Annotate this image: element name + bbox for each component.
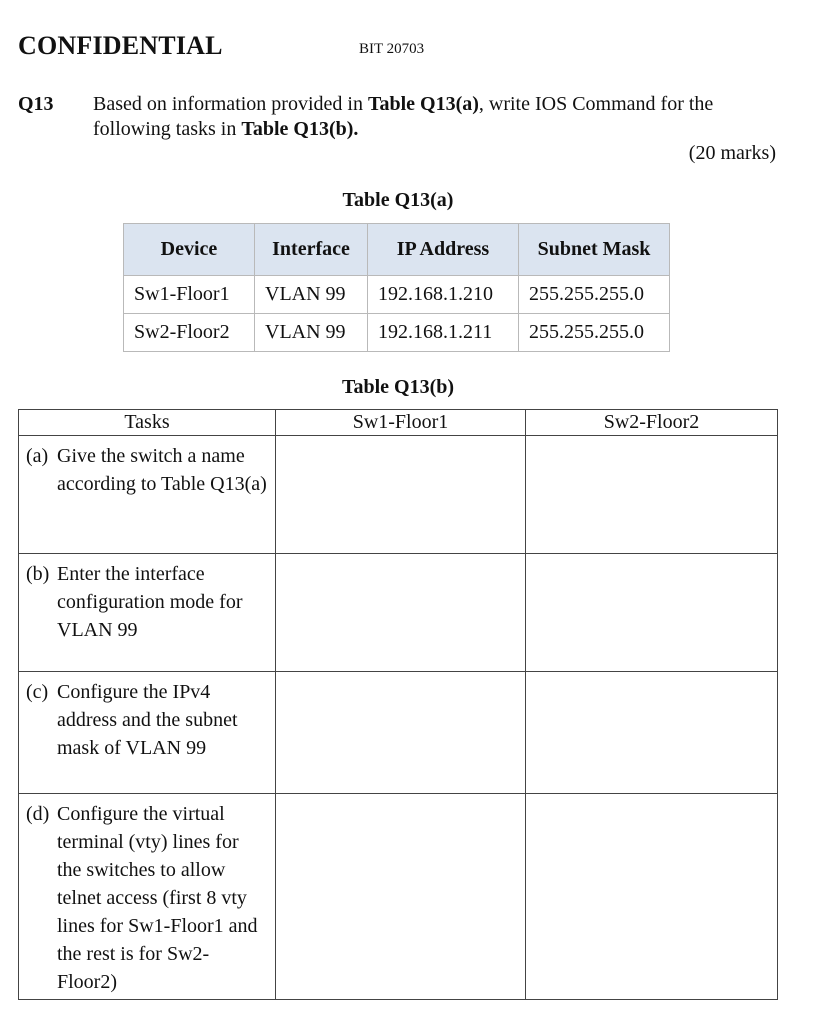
task-label: (c) — [26, 681, 49, 703]
answer-cell-sw2[interactable] — [526, 554, 778, 672]
task-cell — [19, 672, 276, 794]
table-row — [19, 436, 778, 554]
confidential-label: CONFIDENTIAL — [18, 31, 223, 60]
question-text-part2: , write IOS Command for the following tasks in — [93, 93, 714, 140]
answer-cell-sw1[interactable] — [276, 554, 526, 672]
question-text-bold2: Table Q13(b). — [241, 118, 359, 140]
table-b — [18, 409, 778, 1000]
table-row — [19, 672, 778, 794]
table-row — [19, 794, 778, 1000]
answer-cell-sw2[interactable] — [526, 794, 778, 1000]
task-text: Configure the IPv4 address and the subnet mask of VLAN 99 — [57, 681, 238, 759]
table-a-cell: Sw1-Floor1 — [124, 276, 255, 314]
answer-cell-sw2[interactable] — [526, 436, 778, 554]
answer-cell-sw1[interactable] — [276, 436, 526, 554]
table-a-cell: 255.255.255.0 — [519, 314, 670, 352]
answer-cell-sw1[interactable] — [276, 672, 526, 794]
table-a-header-row — [124, 224, 670, 276]
table-a-header-ip: IP Address — [368, 224, 519, 276]
task-label: (d) — [26, 803, 50, 825]
table-row — [124, 314, 670, 352]
table-a-header-mask: Subnet Mask — [519, 224, 670, 276]
answer-cell-sw2[interactable] — [526, 672, 778, 794]
question-text-part1: Based on information provided in — [93, 93, 368, 115]
table-b-header-row — [19, 410, 778, 436]
task-text: Enter the interface configuration mode for VLAN 99 — [57, 563, 243, 641]
table-b-caption: Table Q13(b) — [341, 376, 455, 398]
table-a-cell: VLAN 99 — [255, 276, 368, 314]
table-a-cell: Sw2-Floor2 — [124, 314, 255, 352]
question-number: Q13 — [18, 93, 54, 115]
table-a-cell: VLAN 99 — [255, 314, 368, 352]
question-text-bold1: Table Q13(a) — [367, 93, 479, 115]
table-a — [123, 223, 670, 352]
table-b-header-tasks: Tasks — [19, 410, 276, 436]
task-label: (a) — [26, 445, 49, 467]
course-code: BIT 20703 — [359, 41, 425, 57]
table-a-cell: 192.168.1.211 — [368, 314, 519, 352]
answer-cell-sw1[interactable] — [276, 794, 526, 1000]
task-label: (b) — [26, 563, 50, 585]
table-b-header-sw1: Sw1-Floor1 — [276, 410, 526, 436]
task-text: Configure the virtual terminal (vty) lines for the switches to allow telnet access (first 8 vty lines for Sw1-Floor1 and the rest is for Sw2-Floor2) — [57, 803, 258, 993]
table-a-cell: 255.255.255.0 — [519, 276, 670, 314]
table-b-header-sw2: Sw2-Floor2 — [526, 410, 778, 436]
task-text: Give the switch a name according to Table Q13(a) — [57, 445, 267, 495]
task-cell — [19, 554, 276, 672]
question-marks: (20 marks) — [688, 142, 776, 164]
question-text — [93, 92, 783, 142]
table-row — [19, 554, 778, 672]
table-a-header-interface: Interface — [255, 224, 368, 276]
table-a-header-device: Device — [124, 224, 255, 276]
table-row — [124, 276, 670, 314]
table-a-caption: Table Q13(a) — [342, 189, 454, 211]
task-cell — [19, 436, 276, 554]
task-cell — [19, 794, 276, 1000]
table-a-cell: 192.168.1.210 — [368, 276, 519, 314]
